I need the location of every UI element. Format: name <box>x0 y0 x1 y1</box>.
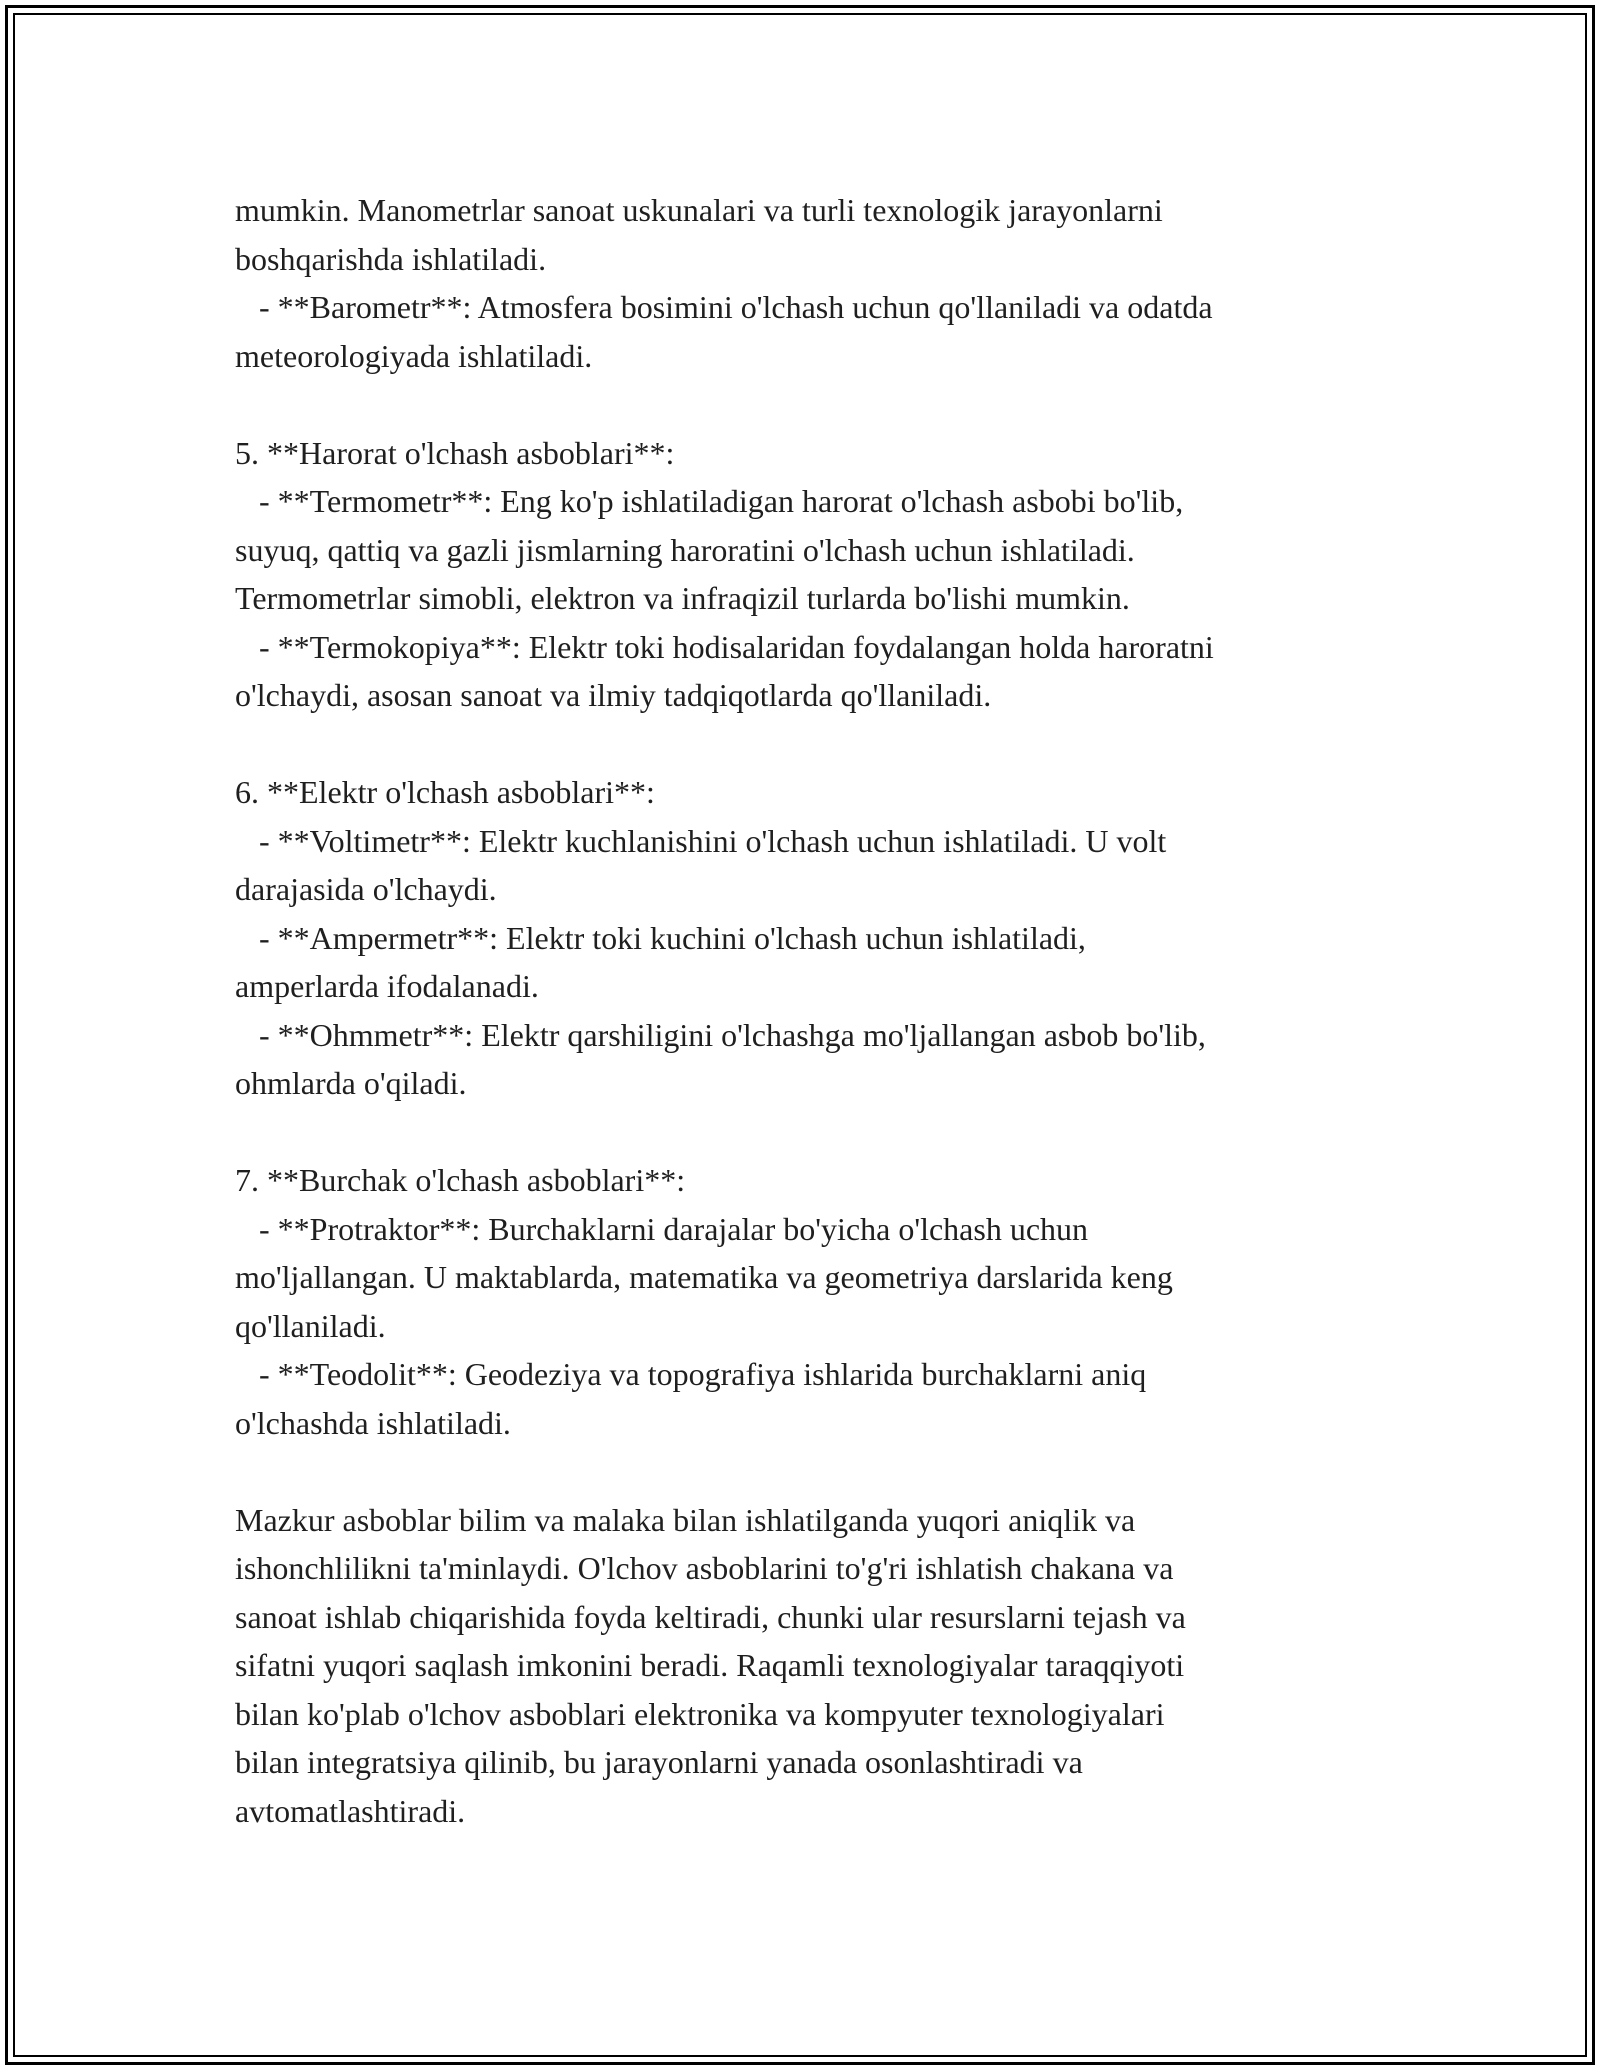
text-line: Termometrlar simobli, elektron va infraqizil turlarda bo'lishi mumkin. <box>235 580 1130 616</box>
text-line: suyuq, qattiq va gazli jismlarning haroratini o'lchash uchun ishlatiladi. <box>235 531 1135 568</box>
section-heading: 6. **Elektr o'lchash asboblari**: <box>235 774 655 810</box>
text-line: - **Protraktor**: Burchaklarni darajalar bo'yicha o'lchash uchun <box>235 1210 1089 1247</box>
text-line: - **Teodolit**: Geodeziya va topografiya ishlarida burchaklarni aniq <box>235 1356 1147 1392</box>
text-line: - **Voltimetr**: Elektr kuchlanishini o'lchash uchun ishlatiladi. U volt <box>235 822 1167 859</box>
text-line: bilan integratsiya qilinib, bu jarayonlarni yanada osonlashtiradi va <box>235 1744 1083 1780</box>
text-line: darajasida o'lchaydi. <box>235 871 497 907</box>
text-line: mo'ljallangan. U maktablarda, matematika va geometriya darslarida keng <box>235 1259 1173 1295</box>
text-line: ohmlarda o'qiladi. <box>235 1065 467 1101</box>
text-line: o'lchaydi, asosan sanoat va ilmiy tadqiqotlarda qo'llaniladi. <box>235 677 992 713</box>
paragraph-break <box>235 380 1375 429</box>
text-line: - **Termokopiya**: Elektr toki hodisalaridan foydalangan holda haroratni <box>235 628 1214 665</box>
text-line: meteorologiyada ishlatiladi. <box>235 337 593 374</box>
text-line: ishonchlilikni ta'minlaydi. O'lchov asboblarini to'g'ri ishlatish chakana va <box>235 1550 1174 1586</box>
text-line: mumkin. Manometrlar sanoat uskunalari va turli texnologik jarayonlarni <box>235 192 1163 228</box>
text-line: sifatni yuqori saqlash imkonini beradi. Raqamli texnologiyalar taraqqiyoti <box>235 1647 1185 1683</box>
text-line: - **Ampermetr**: Elektr toki kuchini o'lchash uchun ishlatiladi, <box>235 919 1086 956</box>
section-heading: 7. **Burchak o'lchash asboblari**: <box>235 1162 686 1198</box>
text-line: Mazkur asboblar bilim va malaka bilan ishlatilganda yuqori aniqlik va <box>235 1501 1136 1538</box>
section-heading: 5. **Harorat o'lchash asboblari**: <box>235 434 675 471</box>
paragraph-break <box>235 1108 1375 1157</box>
text-line: bilan ko'plab o'lchov asboblari elektronika va kompyuter texnologiyalari <box>235 1695 1165 1732</box>
paragraph-break <box>235 720 1375 769</box>
text-line: o'lchashda ishlatiladi. <box>235 1404 511 1441</box>
text-line: qo'llaniladi. <box>235 1307 386 1344</box>
text-line: avtomatlashtiradi. <box>235 1792 466 1829</box>
text-line: - **Barometr**: Atmosfera bosimini o'lchash uchun qo'llaniladi va odatda <box>235 289 1213 325</box>
document-body <box>235 186 1375 1835</box>
text-line: boshqarishda ishlatiladi. <box>235 240 547 277</box>
text-line: sanoat ishlab chiqarishida foyda keltiradi, chunki ular resurslarni tejash va <box>235 1598 1186 1635</box>
text-line: - **Termometr**: Eng ko'p ishlatiladigan harorat o'lchash asbobi bo'lib, <box>235 483 1184 519</box>
paragraph-break <box>235 1447 1375 1496</box>
text-line: - **Ohmmetr**: Elektr qarshiligini o'lchashga mo'ljallangan asbob bo'lib, <box>235 1016 1206 1053</box>
text-line: amperlarda ifodalanadi. <box>235 968 539 1004</box>
